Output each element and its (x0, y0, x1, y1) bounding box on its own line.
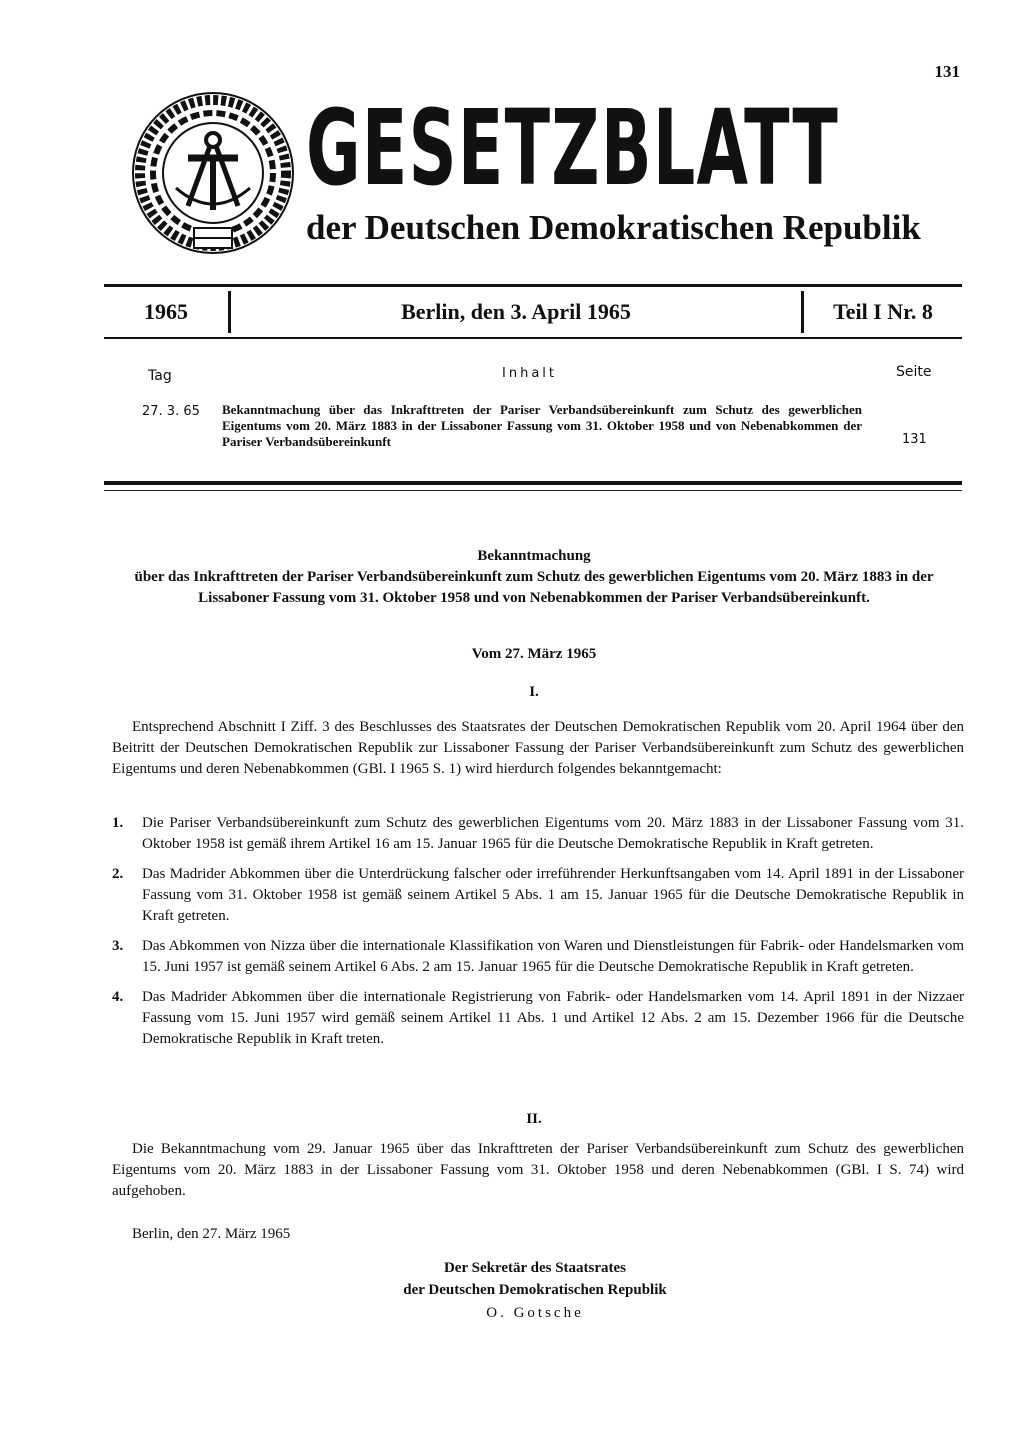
signature-place-date: Berlin, den 27. März 1965 (132, 1226, 291, 1242)
page-number: 131 (934, 62, 960, 81)
list-item-number: 4. (112, 989, 124, 1005)
announcement-title: Bekanntmachung über das Inkrafttreten der Pariser Verbandsübereinkunft zum Schutz des gewerblichen Eigentums vom 20. März 1883 in der Lissaboner Fassung vom 31. Oktober 1958 und von Nebenabkommen der Pariser Verbandsübereinkunft. (134, 548, 934, 606)
section-numeral: II. (526, 1111, 542, 1127)
list-item-text: Das Madrider Abkommen über die Unterdrückung falscher oder irreführender Herkunftsangaben vom 14. April 1891 in der Lissaboner Fassung vom 31. Oktober 1958 ist gemäß seinem Artikel 5 Abs. 1 am 15. Januar 1965 für die Deutsche Demokratische Republik in Kraft getreten. (142, 866, 964, 924)
list-item-number: 2. (112, 866, 124, 882)
contents-item-text: Bekanntmachung über das Inkrafttreten der Pariser Verbandsübereinkunft zum Schutz des gewerblichen Eigentums vom 20. März 1883 in der Lissaboner Fassung vom 31. Oktober 1958 und von Nebenabkommen der Pariser Verbandsübereinkunft (222, 402, 862, 449)
divider-thin (104, 490, 962, 491)
contents-item-date: 27. 3. 65 (142, 404, 200, 419)
issue-bar (104, 284, 962, 339)
list-item-number: 3. (112, 938, 124, 954)
section-paragraph: Die Bekanntmachung vom 29. Januar 1965 über das Inkrafttreten der Pariser Verbandsübereinkunft zum Schutz des gewerblichen Eigentums vom 20. März 1883 in der Lissaboner Fassung vom 31. Oktober 1958 und deren Nebenabkommen (GBl. I S. 74) wird aufgehoben. (112, 1141, 964, 1199)
section-paragraph: Entsprechend Abschnitt I Ziff. 3 des Beschlusses des Staatsrates der Deutschen Demokratischen Republik vom 20. April 1964 über den Beitritt der Deutschen Demokratischen Republik zur Lissaboner Fassung der Pariser Verbandsübereinkunft zum Schutz des gewerblichen Eigentums und deren Nebenabkommen (GBl. I 1965 S. 1) wird hierdurch folgendes bekanntgemacht: (112, 719, 964, 777)
signature-name: O. Gotsche (486, 1305, 584, 1321)
list-item-text: Das Abkommen von Nizza über die internationale Klassifikation von Waren und Dienstleistungen für Fabrik- oder Handelsmarken vom 15. Juni 1957 ist gemäß seinem Artikel 6 Abs. 2 am 15. Januar 1965 für die Deutsche Demokratische Republik in Kraft getreten. (142, 938, 964, 975)
list-item (112, 813, 964, 855)
list-item (112, 987, 964, 1050)
section-numeral: I. (529, 684, 539, 700)
issue-place-date: Berlin, den 3. April 1965 (228, 291, 804, 333)
list-item-text: Das Madrider Abkommen über die internationale Registrierung von Fabrik- oder Handelsmarken vom 14. April 1891 in der Nizzaer Fassung vom 15. Juni 1957 wird gemäß seinem Artikel 11 Abs. 1 und Artikel 12 Abs. 2 am 15. Dezember 1966 für die Deutsche Demokratische Republik in Kraft treten. (142, 989, 964, 1047)
list-item (112, 864, 964, 927)
list-item-number: 1. (112, 815, 124, 831)
provision-list (112, 813, 964, 1059)
masthead-subtitle: der Deutschen Demokratischen Republik (306, 208, 921, 247)
list-item-text: Die Pariser Verbandsübereinkunft zum Schutz des gewerblichen Eigentums vom 20. März 1883 in der Lissaboner Fassung vom 31. Oktober 1958 ist gemäß ihrem Artikel 16 am 15. Januar 1965 für die Deutsche Demokratische Republik in Kraft getreten. (142, 815, 964, 852)
list-item (112, 936, 964, 978)
issue-year: 1965 (144, 299, 188, 324)
issue-part-number: Teil I Nr. 8 (833, 299, 933, 324)
contents-page-header: Seite (896, 364, 932, 380)
contents-day-header: Tag (148, 368, 172, 384)
announcement-date: Vom 27. März 1965 (471, 646, 597, 662)
masthead-title: GESETZBLATT (306, 87, 840, 209)
state-emblem-icon (128, 88, 298, 258)
contents-item-page: 131 (902, 432, 927, 447)
contents-title: Inhalt (502, 366, 557, 381)
signature-office: Der Sekretär des Staatsrates der Deutschen Demokratischen Republik (403, 1260, 667, 1298)
divider-thick (104, 481, 962, 485)
